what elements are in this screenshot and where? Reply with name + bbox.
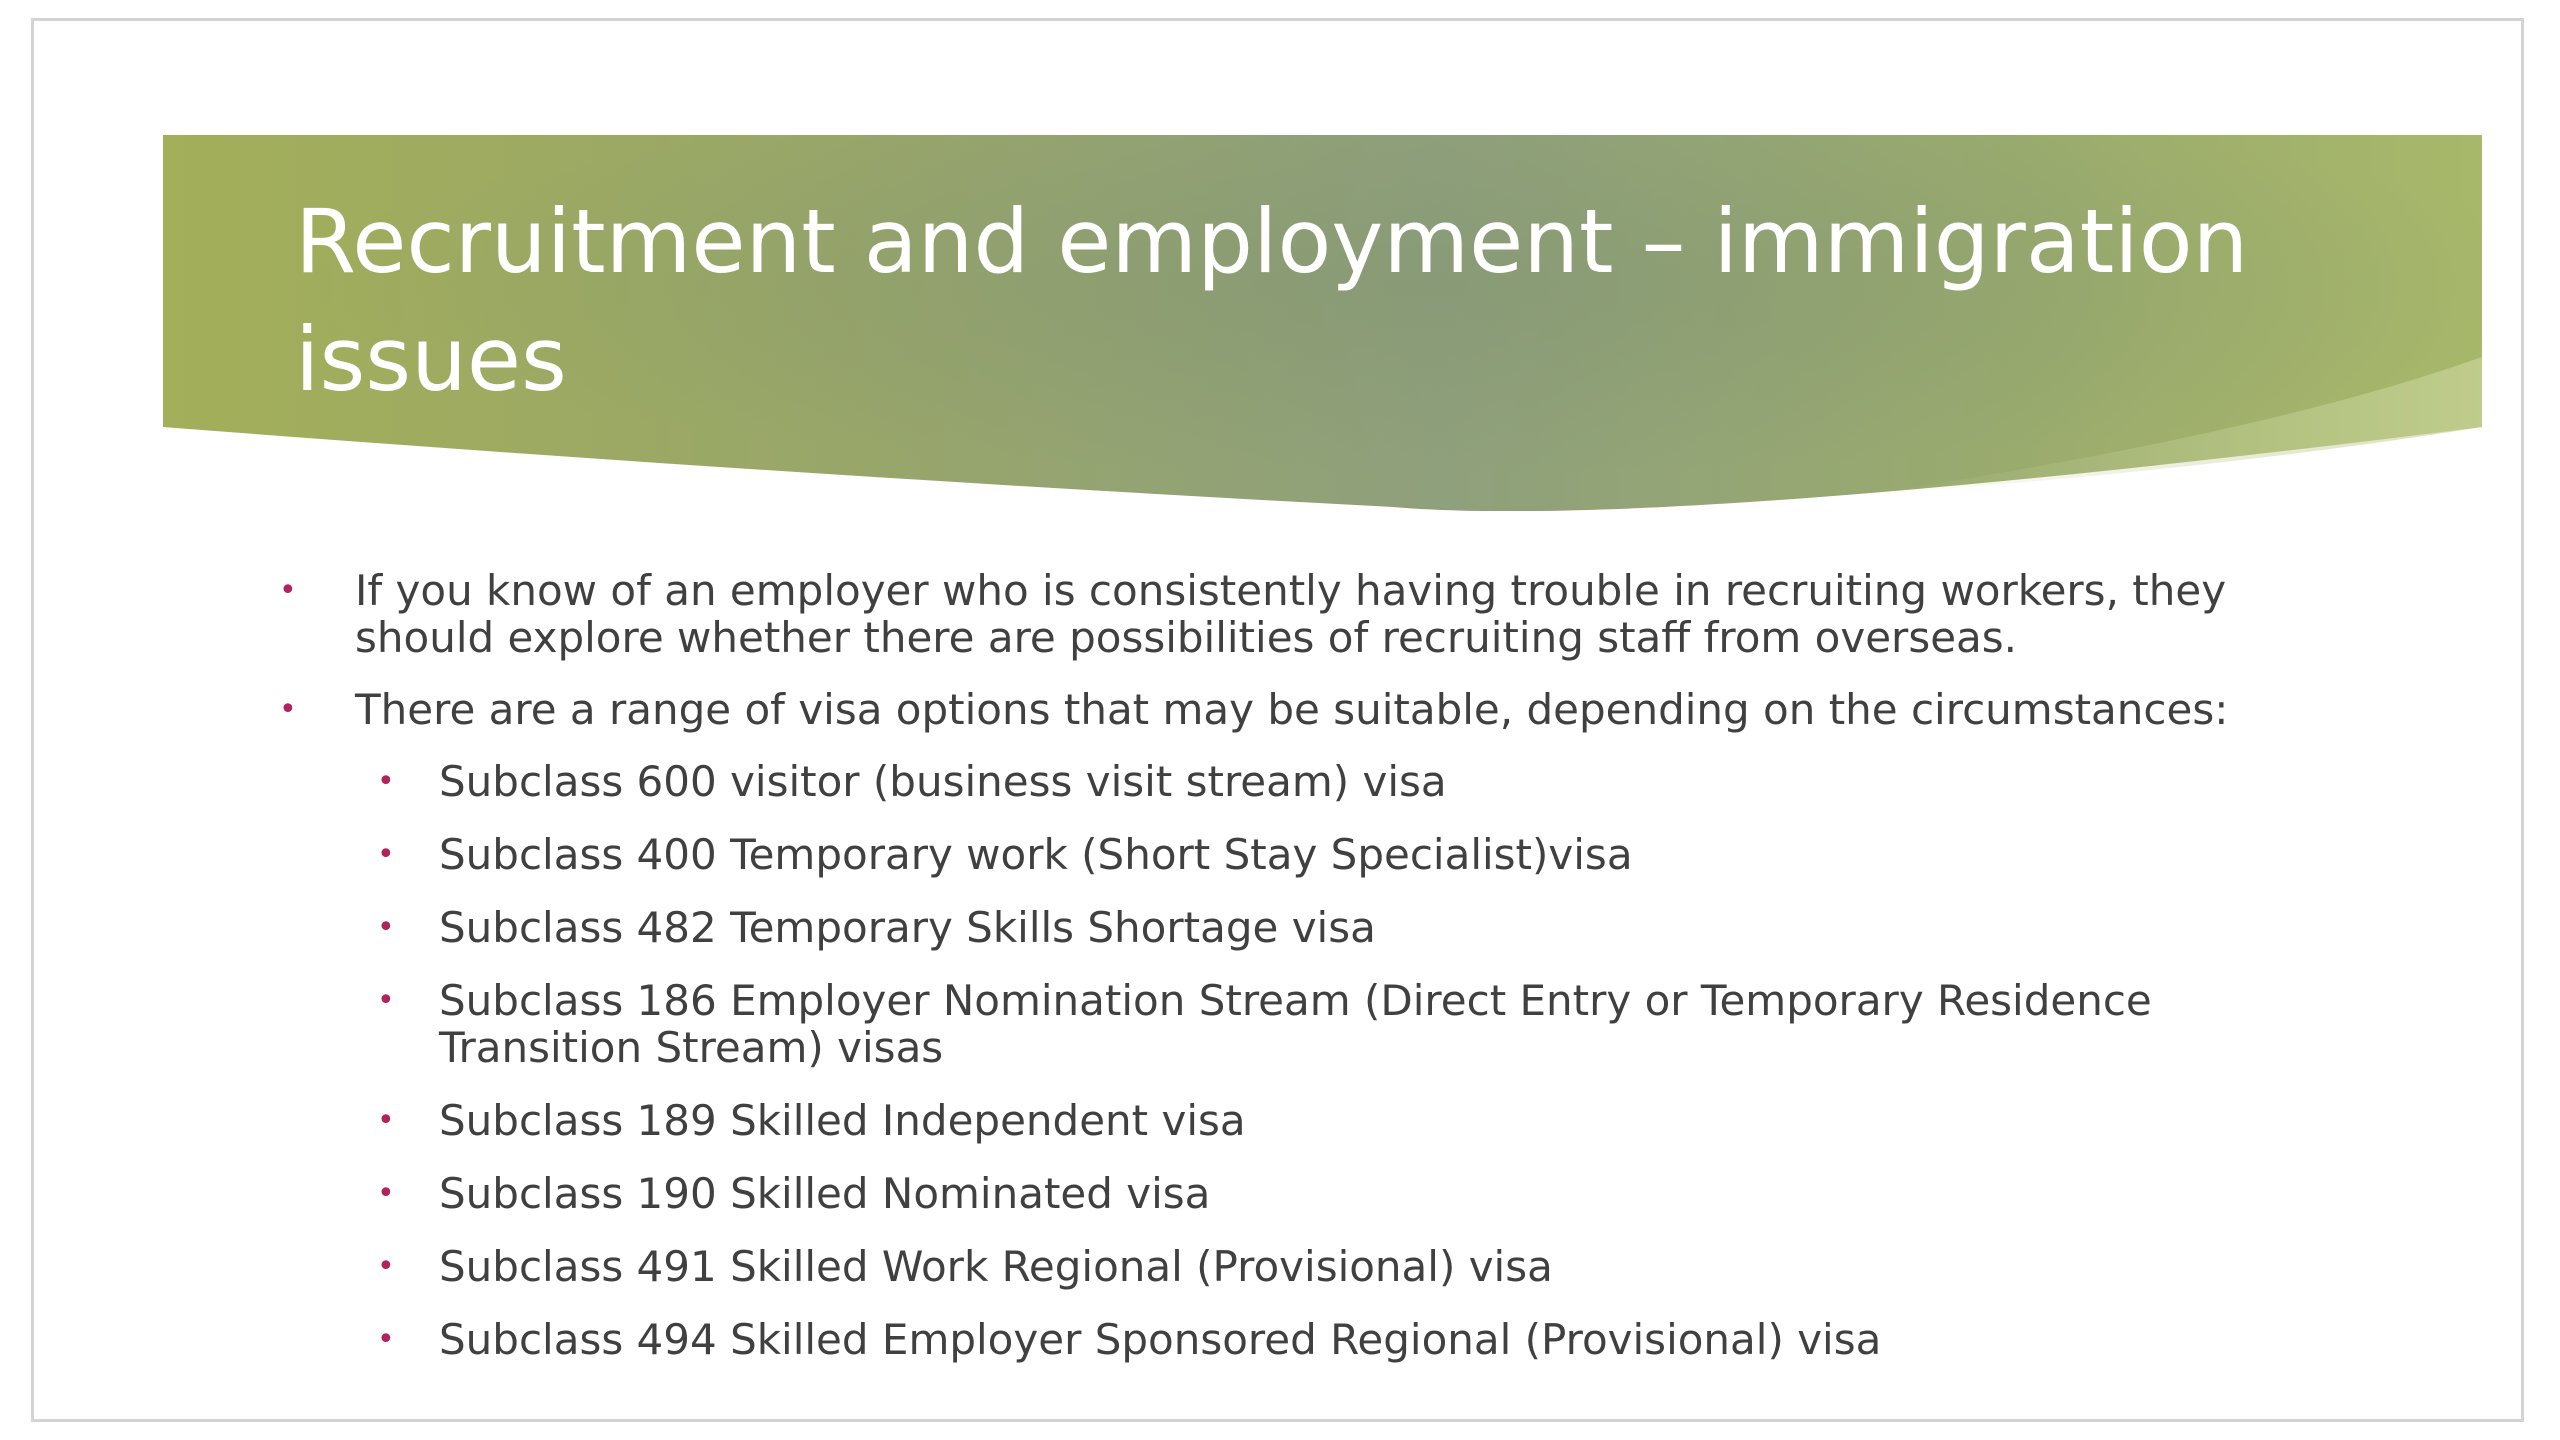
bullet-marker: • [377, 1103, 395, 1138]
bullet-marker: • [377, 764, 395, 799]
sub-bullet-text: Subclass 491 Skilled Work Regional (Provisional) visa [439, 1242, 1553, 1291]
sub-bullet-text: Subclass 600 visitor (business visit stream) visa [439, 757, 1447, 806]
sub-bullet-item [279, 1243, 2339, 1290]
bullet-marker: • [377, 1322, 395, 1357]
bullet-marker: • [279, 573, 297, 608]
bullet-text: There are a range of visa options that may be suitable, depending on the circumstances: [355, 685, 2229, 734]
sub-bullet-item [279, 831, 2339, 878]
bullet-marker: • [279, 692, 297, 727]
sub-bullet-item [279, 1097, 2339, 1144]
bullet-marker: • [377, 910, 395, 945]
bullet-item [279, 686, 2339, 733]
sub-bullet-item [279, 1316, 2339, 1363]
slide-frame [31, 18, 2524, 1422]
bullet-item [279, 567, 2339, 661]
sub-bullet-item [279, 1170, 2339, 1217]
slide-title: Recruitment and employment – immigration issues [295, 190, 2249, 411]
sub-bullet-text: Subclass 494 Skilled Employer Sponsored Regional (Provisional) visa [439, 1315, 1882, 1364]
sub-bullet-text: Subclass 186 Employer Nomination Stream (Direct Entry or Temporary Residence Transition Stream) visas [439, 976, 2152, 1072]
bullet-marker: • [377, 837, 395, 872]
sub-bullet-item [279, 758, 2339, 805]
bullet-text: If you know of an employer who is consistently having trouble in recruiting workers, they should explore whether there are possibilities of recruiting staff from overseas. [355, 566, 2227, 662]
sub-bullet-text: Subclass 189 Skilled Independent visa [439, 1096, 1246, 1145]
sub-bullet-text: Subclass 482 Temporary Skills Shortage visa [439, 903, 1376, 952]
sub-bullet-text: Subclass 400 Temporary work (Short Stay Specialist)visa [439, 830, 1633, 879]
bullet-marker: • [377, 1249, 395, 1284]
title-banner [163, 135, 2482, 511]
bullet-marker: • [377, 1176, 395, 1211]
slide-body [279, 567, 2339, 1389]
bullet-marker: • [377, 983, 395, 1018]
sub-bullet-text: Subclass 190 Skilled Nominated visa [439, 1169, 1211, 1218]
sub-bullet-item [279, 977, 2339, 1071]
sub-bullet-item [279, 904, 2339, 951]
